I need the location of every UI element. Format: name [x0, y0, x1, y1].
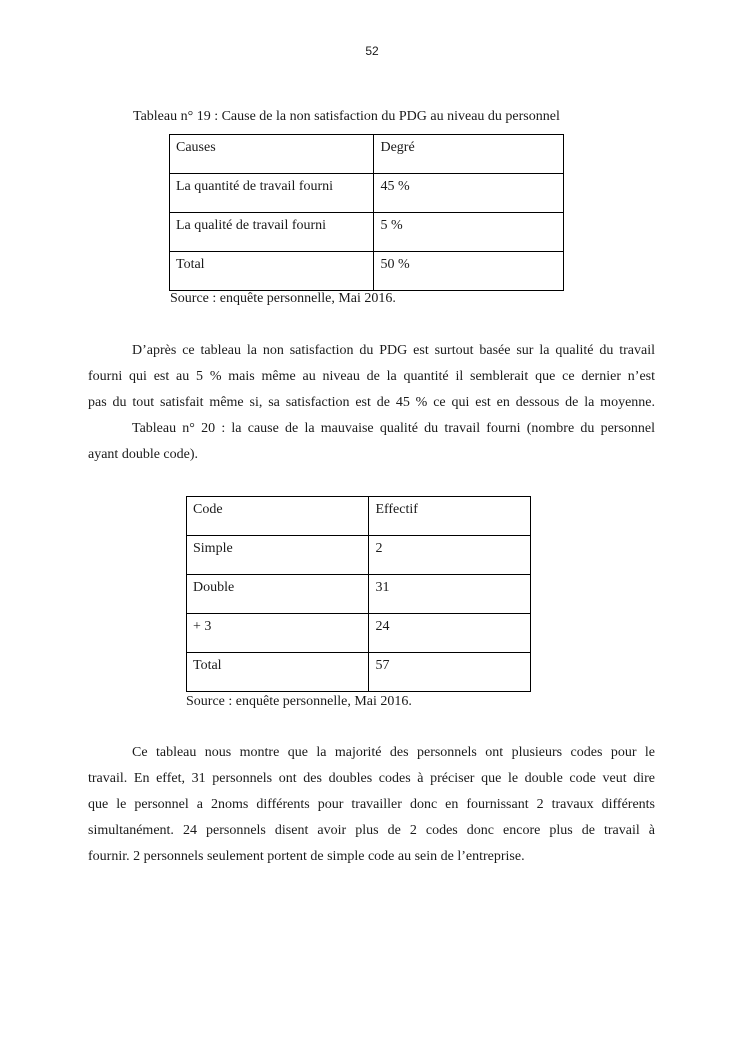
- table-row: [187, 653, 531, 692]
- table-cell: La qualité de travail fourni: [170, 213, 374, 252]
- paragraph-line: simultanément. 24 personnels disent avoir plus de 2 codes donc encore plus de travail à: [88, 823, 655, 838]
- table-cell: 2: [369, 536, 531, 575]
- table-cell: 50 %: [374, 252, 564, 291]
- header-cell: Code: [187, 497, 369, 536]
- table-cell: 45 %: [374, 174, 564, 213]
- table-cell: La quantité de travail fourni: [170, 174, 374, 213]
- table-cell: 57: [369, 653, 531, 692]
- paragraph-line: travail. En effet, 31 personnels ont des doubles codes à préciser que le double code veut dire: [88, 771, 655, 786]
- table-row: [170, 174, 564, 213]
- table-20-source: Source : enquête personnelle, Mai 2016.: [186, 694, 412, 709]
- table-header-row: [187, 497, 531, 536]
- table-19-caption: Tableau n° 19 : Cause de la non satisfaction du PDG au niveau du personnel: [133, 109, 560, 124]
- table-cell: + 3: [187, 614, 369, 653]
- table-cell: 5 %: [374, 213, 564, 252]
- paragraph-line: que le personnel a 2noms différents pour travailler donc en fournissant 2 travaux différents: [88, 797, 655, 812]
- table-row: [187, 536, 531, 575]
- table-19-source: Source : enquête personnelle, Mai 2016.: [170, 291, 396, 306]
- table-cell: Simple: [187, 536, 369, 575]
- paragraph-analysis-19: [88, 338, 655, 468]
- header-cell: Causes: [170, 135, 374, 174]
- table-row: [187, 614, 531, 653]
- table-row: [187, 575, 531, 614]
- table-header-row: [170, 135, 564, 174]
- page-number: 52: [365, 44, 379, 58]
- table-cell: 31: [369, 575, 531, 614]
- table-20-caption-line: ayant double code).: [88, 447, 199, 462]
- table-row: [170, 213, 564, 252]
- paragraph-line: Ce tableau nous montre que la majorité des personnels ont plusieurs codes pour le: [132, 745, 655, 760]
- table-row: [170, 252, 564, 291]
- paragraph-line: fourni qui est au 5 % mais même au niveau de la quantité il semblerait que ce dernier n’est: [88, 369, 655, 384]
- table-cell: Total: [170, 252, 374, 291]
- table-cell: Double: [187, 575, 369, 614]
- paragraph-analysis-20: [88, 740, 655, 870]
- paragraph-line: fournir. 2 personnels seulement portent de simple code au sein de l’entreprise.: [88, 849, 525, 864]
- table-cell: 24: [369, 614, 531, 653]
- table-20-caption-line: Tableau n° 20 : la cause de la mauvaise qualité du travail fourni (nombre du personnel: [132, 421, 655, 436]
- table-cell: Total: [187, 653, 369, 692]
- table-20: [186, 496, 531, 692]
- paragraph-line: D’après ce tableau la non satisfaction du PDG est surtout basée sur la qualité du travail: [132, 343, 655, 358]
- header-cell: Degré: [374, 135, 564, 174]
- paragraph-line: pas du tout satisfait même si, sa satisfaction est de 45 % ce qui est en dessous de la moyenne.: [88, 395, 655, 410]
- table-19: [169, 134, 564, 291]
- header-cell: Effectif: [369, 497, 531, 536]
